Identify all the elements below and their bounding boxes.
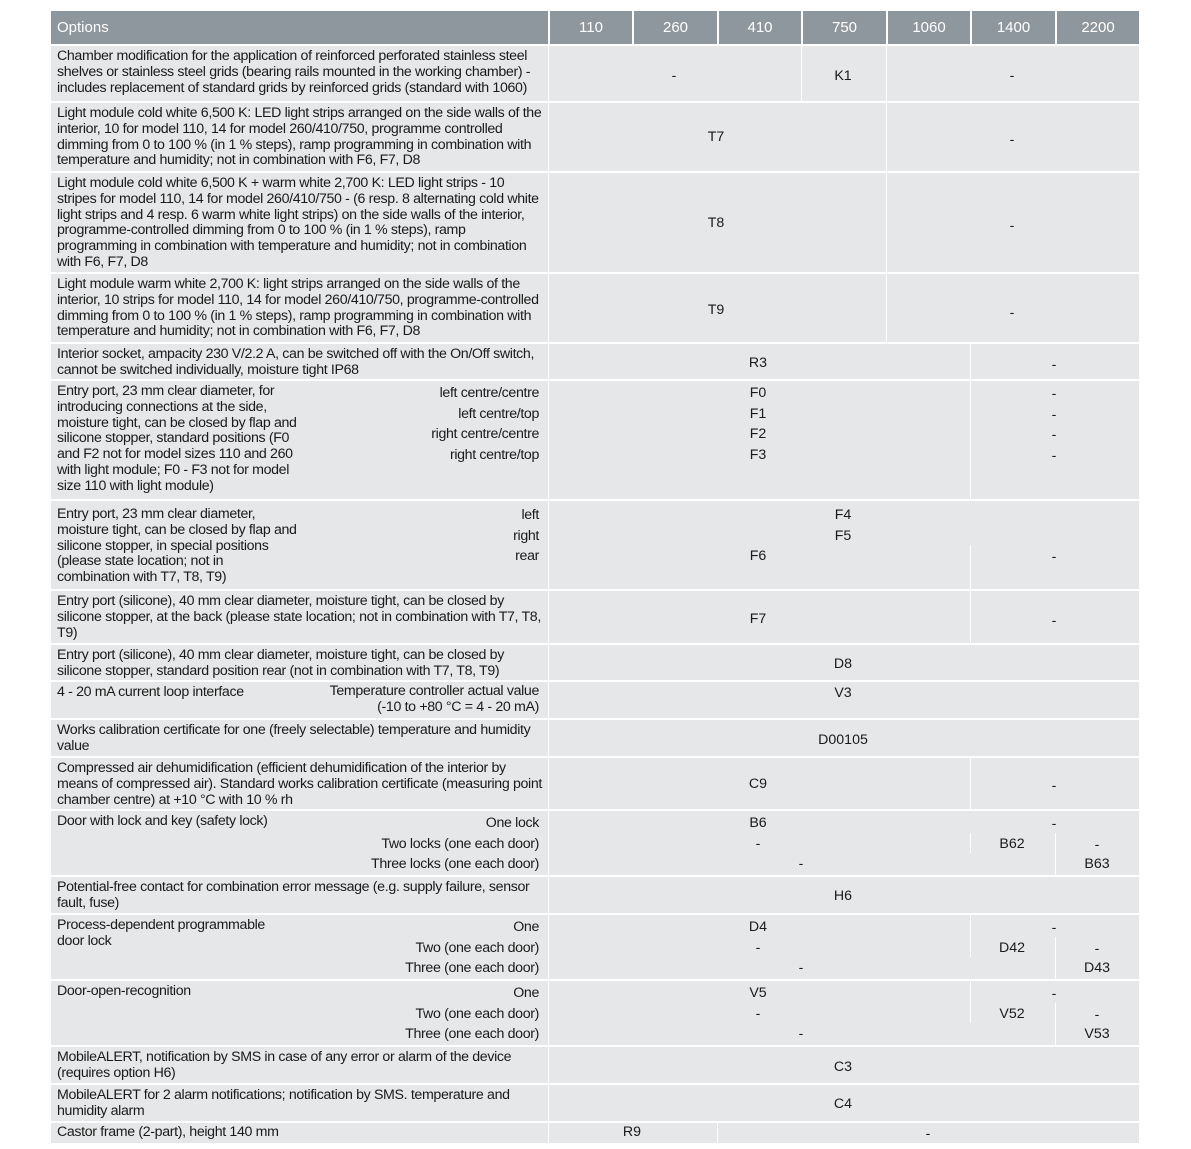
divider bbox=[1055, 937, 1056, 979]
header-size-110: 110 bbox=[548, 11, 632, 44]
row-description bbox=[51, 381, 548, 497]
option-code: - bbox=[1094, 1006, 1100, 1023]
divider bbox=[548, 1123, 549, 1143]
table-row bbox=[51, 811, 1139, 877]
sub-label: Temperature controller actual value bbox=[329, 683, 539, 699]
table-row bbox=[51, 103, 1139, 173]
row-description bbox=[51, 915, 548, 976]
option-code: R3 bbox=[748, 355, 768, 371]
row-description bbox=[51, 811, 548, 872]
divider bbox=[717, 1123, 718, 1143]
option-code: R9 bbox=[622, 1124, 642, 1140]
divider bbox=[548, 720, 549, 756]
divider bbox=[970, 381, 971, 499]
option-code: H6 bbox=[833, 888, 853, 904]
row-description-text: 4 - 20 mA current loop interface bbox=[57, 684, 244, 700]
option-code: C3 bbox=[833, 1059, 853, 1075]
sub-label: (-10 to +80 °C = 4 - 20 mA) bbox=[377, 699, 539, 715]
table-row bbox=[51, 274, 1139, 344]
option-code: B63 bbox=[1084, 856, 1110, 872]
divider bbox=[970, 591, 971, 643]
row-description: Chamber modification for the application of reinforced perforated stainless steel shelves or stainless steel grids (bearing rails mounted in the working chamber) - includes replacement of standard grids by reinforced grids (standard with 1060) bbox=[57, 48, 531, 96]
option-code: B62 bbox=[999, 835, 1025, 852]
sub-label: left bbox=[521, 507, 539, 523]
option-code: - bbox=[1051, 386, 1057, 402]
divider bbox=[548, 274, 549, 342]
row-description-text: Entry port, 23 mm clear diameter, for introducing connections at the side, moisture tight, can be closed by flap and silicone stopper, standard positions (F0 and F2 not for model sizes 110 and 260 with light module; F0 - F3 not for model size 110 with light module) bbox=[57, 383, 297, 494]
option-code: V3 bbox=[834, 685, 852, 701]
sub-label: One lock bbox=[485, 815, 539, 831]
option-code: - bbox=[1051, 986, 1057, 1002]
option-code: T9 bbox=[707, 302, 725, 318]
header-size-1400: 1400 bbox=[970, 11, 1055, 44]
divider bbox=[1055, 1003, 1056, 1045]
divider bbox=[548, 381, 549, 499]
option-code: - bbox=[1051, 920, 1057, 936]
row-description: Works calibration certificate for one (freely selectable) temperature and humidity value bbox=[57, 722, 531, 754]
option-code: D43 bbox=[1083, 960, 1111, 976]
divider bbox=[548, 682, 549, 718]
option-code: - bbox=[1009, 305, 1015, 321]
table-row bbox=[51, 173, 1139, 274]
divider bbox=[970, 981, 971, 1023]
option-code: F6 bbox=[749, 548, 767, 564]
option-code: - bbox=[755, 1005, 761, 1022]
header-size-1060: 1060 bbox=[886, 11, 970, 44]
row-description: Compressed air dehumidification (efficient dehumidification of the interior by means of compressed air). Standard works calibration certificate (measuring point chamber centre) at +10 °C with 10 % rh bbox=[57, 760, 542, 808]
option-code: F5 bbox=[834, 527, 852, 544]
divider bbox=[548, 1047, 549, 1083]
divider bbox=[970, 758, 971, 809]
option-code: C4 bbox=[833, 1096, 853, 1112]
table-row bbox=[51, 915, 1139, 981]
option-code: F0 bbox=[749, 385, 767, 401]
divider bbox=[548, 915, 549, 979]
sub-label: Two (one each door) bbox=[415, 1005, 539, 1022]
sub-label: rear bbox=[515, 548, 539, 564]
sub-label: right bbox=[513, 527, 539, 544]
table-row bbox=[51, 591, 1139, 645]
header-options: Options bbox=[51, 11, 548, 44]
row-description bbox=[51, 682, 548, 715]
divider bbox=[548, 173, 549, 272]
divider bbox=[548, 103, 549, 171]
row-description: Entry port (silicone), 40 mm clear diameter, moisture tight, can be closed by silicone stopper, at the back (please state location; not in combination with T7, T8, T9) bbox=[57, 593, 541, 641]
sub-label: Two locks (one each door) bbox=[381, 835, 539, 852]
option-code: C9 bbox=[748, 776, 768, 792]
divider bbox=[548, 501, 549, 589]
option-code: B6 bbox=[749, 815, 767, 831]
divider bbox=[548, 877, 549, 913]
divider bbox=[970, 833, 971, 853]
sub-label: Three (one each door) bbox=[405, 1026, 539, 1042]
option-code: D4 bbox=[748, 919, 768, 935]
table-row bbox=[51, 381, 1139, 501]
table-row bbox=[51, 1085, 1139, 1123]
row-description: Light module cold white 6,500 K: LED light strips arranged on the side walls of the interior, 10 for model 110, 14 for model 260/410/750, programme controlled dimming from 0 to 100 % (in 1 % steps), ramp programming in combination with temperature and humidity; not in combination with F6, F7, D8 bbox=[57, 105, 542, 169]
divider bbox=[548, 344, 549, 379]
divider bbox=[548, 645, 549, 680]
sub-label: Two (one each door) bbox=[415, 939, 539, 956]
row-description-text: Door with lock and key (safety lock) bbox=[57, 813, 268, 829]
option-code: F2 bbox=[749, 426, 767, 442]
divider bbox=[970, 344, 971, 379]
option-code: - bbox=[1051, 613, 1057, 629]
option-code: - bbox=[755, 939, 761, 956]
table-row bbox=[51, 758, 1139, 811]
sub-label: left centre/top bbox=[458, 405, 539, 422]
table-row bbox=[51, 46, 1139, 103]
option-code: - bbox=[1051, 549, 1057, 565]
option-code: - bbox=[755, 835, 761, 852]
divider bbox=[801, 46, 802, 101]
table-row bbox=[51, 981, 1139, 1047]
option-code: V53 bbox=[1084, 1026, 1110, 1042]
divider bbox=[548, 758, 549, 809]
row-description-text: Entry port, 23 mm clear diameter, moisture tight, can be closed by flap and silicone stopper, in special positions (please state location; not in combination with T7, T8, T9) bbox=[57, 506, 297, 586]
row-description: Entry port (silicone), 40 mm clear diameter, moisture tight, can be closed by silicone stopper, standard position rear (not in combination with T7, T8, T9) bbox=[57, 647, 504, 679]
table-row bbox=[51, 501, 1139, 591]
sub-label: One bbox=[513, 985, 539, 1001]
option-code: - bbox=[798, 960, 804, 976]
row-description bbox=[51, 501, 548, 588]
row-description: Castor frame (2-part), height 140 mm bbox=[57, 1124, 279, 1140]
row-description: Light module warm white 2,700 K: light strips arranged on the side walls of the interior, 10 strips for model 110, 14 for model 260/410/750, programme-controlled dimming from 0 to 100 % (in 1 % steps), ramp programming in combination with temperature and humidity; not in combination with F6, F7, D8 bbox=[57, 276, 539, 340]
divider bbox=[886, 274, 887, 342]
option-code: - bbox=[1094, 940, 1100, 957]
options-table bbox=[51, 11, 1139, 1143]
option-code: - bbox=[671, 68, 677, 84]
option-code: K1 bbox=[834, 68, 852, 84]
option-code: - bbox=[1051, 816, 1057, 832]
row-description: Interior socket, ampacity 230 V/2.2 A, can be switched off with the On/Off switch, cannot be switched individually, moisture tight IP68 bbox=[57, 346, 535, 378]
divider bbox=[886, 46, 887, 101]
divider bbox=[548, 1085, 549, 1121]
option-code: D00105 bbox=[818, 732, 868, 748]
sub-label: Three locks (one each door) bbox=[371, 856, 539, 872]
option-code: - bbox=[1009, 218, 1015, 234]
table-row bbox=[51, 877, 1139, 915]
row-description: MobileALERT, notification by SMS in case of any error or alarm of the device (requires option H6) bbox=[57, 1049, 512, 1081]
sub-label: One bbox=[513, 919, 539, 935]
option-code: F3 bbox=[749, 446, 767, 463]
option-code: - bbox=[925, 1126, 931, 1142]
option-code: - bbox=[1009, 132, 1015, 148]
sub-label: Three (one each door) bbox=[405, 960, 539, 976]
header-size-2200: 2200 bbox=[1055, 11, 1139, 44]
divider bbox=[970, 545, 971, 589]
option-code: F7 bbox=[749, 611, 767, 627]
row-description: Light module cold white 6,500 K + warm white 2,700 K: LED light strips - 10 stripes for model 110, 14 for model 260/410/750 - (6 resp. 8 alternating cold white light strips and 4 resp. 6 warm white light strips) on the side walls of the interior, programme-controlled dimming from 0 to 100 % (in 1 % steps), ramp programming in combination with temperature and humidity; not in combination with F6, F7, D8 bbox=[57, 175, 539, 270]
table-row bbox=[51, 344, 1139, 381]
option-code: F1 bbox=[749, 405, 767, 422]
row-description: MobileALERT for 2 alarm notifications; notification by SMS. temperature and humidity alarm bbox=[57, 1087, 510, 1119]
sub-label: right centre/top bbox=[449, 446, 539, 463]
option-code: F4 bbox=[834, 507, 852, 523]
option-code: - bbox=[798, 856, 804, 872]
sub-label: left centre/centre bbox=[439, 385, 539, 401]
header-size-410: 410 bbox=[717, 11, 801, 44]
row-description: Potential-free contact for combination error message (e.g. supply failure, sensor fault, fuse) bbox=[57, 879, 530, 911]
table-row bbox=[51, 645, 1139, 682]
table-row bbox=[51, 682, 1139, 720]
option-code: V52 bbox=[999, 1005, 1025, 1022]
table-row bbox=[51, 1123, 1139, 1143]
divider bbox=[548, 811, 549, 875]
table-row bbox=[51, 720, 1139, 758]
header-size-260: 260 bbox=[632, 11, 717, 44]
option-code: T8 bbox=[707, 215, 725, 231]
option-code: - bbox=[1009, 68, 1015, 84]
option-code: - bbox=[1094, 836, 1100, 853]
option-code: T7 bbox=[707, 129, 725, 145]
divider bbox=[548, 46, 549, 101]
option-code: - bbox=[1051, 357, 1057, 373]
table-row bbox=[51, 1047, 1139, 1085]
option-code: V5 bbox=[749, 985, 767, 1001]
option-code: - bbox=[1051, 406, 1057, 423]
divider bbox=[886, 173, 887, 272]
option-code: - bbox=[1051, 778, 1057, 794]
divider bbox=[886, 103, 887, 171]
row-description-text: Process-dependent programmable door lock bbox=[57, 917, 265, 949]
option-code: D8 bbox=[833, 656, 853, 672]
row-description-text: Door-open-recognition bbox=[57, 983, 191, 999]
sub-label: right centre/centre bbox=[431, 426, 539, 442]
option-code: D42 bbox=[998, 939, 1026, 956]
divider bbox=[548, 591, 549, 643]
option-code: - bbox=[798, 1026, 804, 1042]
divider bbox=[1055, 833, 1056, 875]
option-code: - bbox=[1051, 447, 1057, 464]
divider bbox=[970, 915, 971, 957]
divider bbox=[548, 981, 549, 1045]
header-size-750: 750 bbox=[801, 11, 886, 44]
option-code: - bbox=[1051, 427, 1057, 443]
row-description bbox=[51, 981, 548, 1042]
